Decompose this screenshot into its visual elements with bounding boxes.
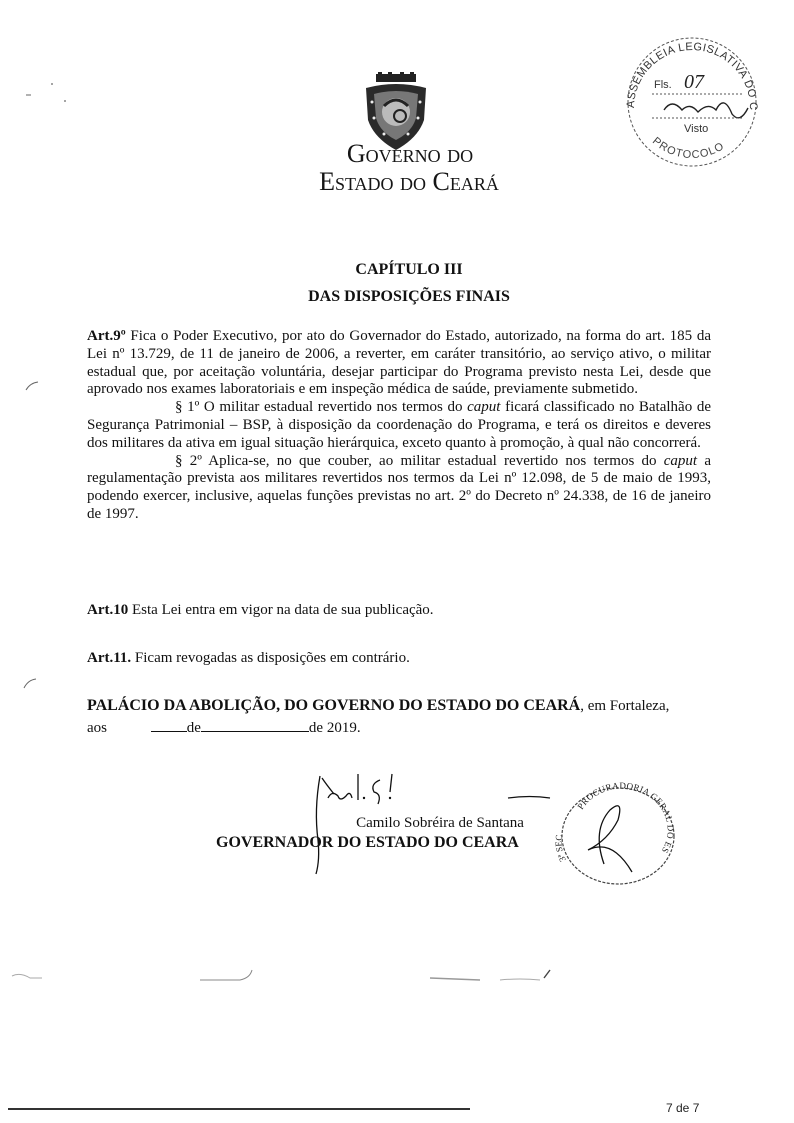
article-9-label: Art.9º — [87, 328, 126, 344]
article-9-paragraph-1 — [87, 399, 711, 452]
closing-de2: de 2019. — [308, 720, 361, 736]
header-do2: do — [400, 167, 427, 196]
par1-text-b: ficará classificado no Batalhão de Segurança Patrimonial – BSP, à disposição da coordenação do Programa, e terá os direitos e deveres dos militares da ativa em igual situação hierárquica, exceto quanto à promoção, à qual não concorrerá. — [87, 399, 711, 451]
svg-text:PROCURADORIA GERAL DO ESTADO — [552, 780, 676, 855]
fls-value: 07 — [684, 71, 704, 93]
page-number: 7 de 7 — [666, 1101, 700, 1115]
header-ceara: Ceará — [432, 167, 499, 196]
par2-text-b: a regulamentação prevista aos militares revertidos nos termos da Lei nº 12.098, de 5 de maio de 1993, podendo exercer, inclusive, aquelas funções previstas no art. 2º do Decreto nº 24.338, de 16 de janeiro de 1997. — [87, 452, 711, 522]
article-9-text: Fica o Poder Executivo, por ato do Governador do Estado, autorizado, na forma do art. 185 da Lei nº 13.729, de 11 de janeiro de 2006, a reverter, em caráter transitório, ao serviço ativo, o militar estadual que, por aceitação voluntária, desejar participar do Programa previsto nesta Lei, desde que aprovado nos exames laboratoriais e em inspeção médica de saúde, previamente submetido. — [87, 328, 711, 398]
header-do: do — [447, 139, 474, 168]
article-11-text: Ficam revogadas as disposições em contrário. — [131, 650, 410, 666]
month-blank — [201, 717, 309, 732]
article-10 — [87, 601, 711, 619]
closing-date — [87, 717, 361, 737]
pge-stamp-seal — [552, 780, 682, 888]
pge-stamp — [552, 780, 682, 888]
scan-marks — [0, 0, 100, 700]
article-11 — [87, 649, 711, 667]
par1-caput: caput — [467, 399, 501, 416]
closing-rest: , em Fortaleza, — [580, 698, 670, 714]
svg-text:3ª SEC — [553, 834, 567, 863]
par2-text-a: § 2º Aplica-se, no que couber, ao militar estadual revertido nos termos do — [175, 452, 664, 469]
visto-label: Visto — [684, 123, 709, 135]
fls-label: Fls. — [654, 79, 672, 91]
chapter-number: CAPÍTULO III — [355, 261, 463, 278]
article-9 — [87, 328, 711, 578]
header-governo: Governo — [346, 139, 441, 168]
closing-de1: de — [186, 720, 201, 736]
par2-caput: caput — [663, 452, 698, 469]
closing-place — [87, 697, 711, 715]
article-11-label: Art.11. — [87, 650, 132, 666]
day-blank — [151, 717, 187, 732]
signatory-name: Camilo Sobréira de Santana — [356, 815, 524, 831]
svg-text:PROTOCOLO — [650, 135, 727, 161]
article-9-caput — [87, 328, 711, 399]
footer-rule — [8, 1108, 470, 1110]
header-title-line2 — [12, 168, 794, 196]
header-estado: Estado — [319, 167, 394, 196]
stamp-rubric — [664, 103, 748, 118]
pge-stamp-sub: 3ª SEC — [553, 834, 568, 864]
signatory-title: GOVERNADOR DO ESTADO DO CEARA — [216, 834, 519, 851]
protocol-stamp-seal — [612, 30, 772, 170]
pge-rubric — [588, 806, 632, 872]
protocol-stamp — [612, 30, 772, 170]
chapter-title: DAS DISPOSIÇÕES FINAIS — [308, 288, 510, 305]
protocol-stamp-text: ASSEMBLEIA LEGISLATIVA DO C — [624, 40, 760, 111]
pge-stamp-text: PROCURADORIA GERAL DO ES — [575, 780, 676, 855]
article-10-label: Art.10 — [87, 602, 129, 618]
closing-aos: aos — [87, 720, 107, 736]
article-10-text: Esta Lei entra em vigor na data de sua publicação. — [128, 602, 434, 618]
protocol-stamp-bottom: PROTOCOLO — [649, 135, 727, 162]
par1-text-a: § 1º O militar estadual revertido nos termos do — [175, 399, 468, 416]
article-9-paragraph-2 — [87, 453, 711, 524]
closing-lead: PALÁCIO DA ABOLIÇÃO, DO GOVERNO DO ESTADO DO CEARÁ — [87, 697, 581, 714]
scan-artifacts — [0, 960, 794, 1000]
